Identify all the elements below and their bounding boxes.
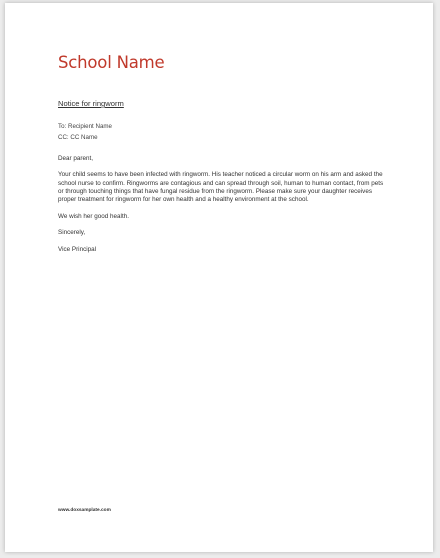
salutation: Dear parent,: [58, 155, 94, 162]
footer-site: www.doxsamplate.com: [58, 508, 111, 513]
notice-title: Notice for ringworm: [58, 99, 124, 108]
signature: Vice Principal: [58, 245, 97, 253]
recipient-block: [58, 122, 112, 143]
body-paragraph: Your child seems to have been infected with ringworm. His teacher noticed a circular worm on his arm and asked the school nurse to confirm. Ringworms are contagious and can spread through soil, human to human contact, from pets or through touching things that have fungal residue from the ringworm. Please make sure your daughter receives proper treatment for ringworm for her own health and a healthy environment at the school.: [58, 171, 384, 204]
school-name-heading: School Name: [58, 53, 165, 72]
cc-line: CC: CC Name: [58, 133, 98, 141]
closing: Sincerely,: [58, 229, 86, 237]
letter-body: [58, 155, 390, 262]
to-line: To: Recipient Name: [58, 123, 112, 130]
wish-line: We wish her good health.: [58, 212, 129, 220]
document-page: [5, 3, 433, 552]
